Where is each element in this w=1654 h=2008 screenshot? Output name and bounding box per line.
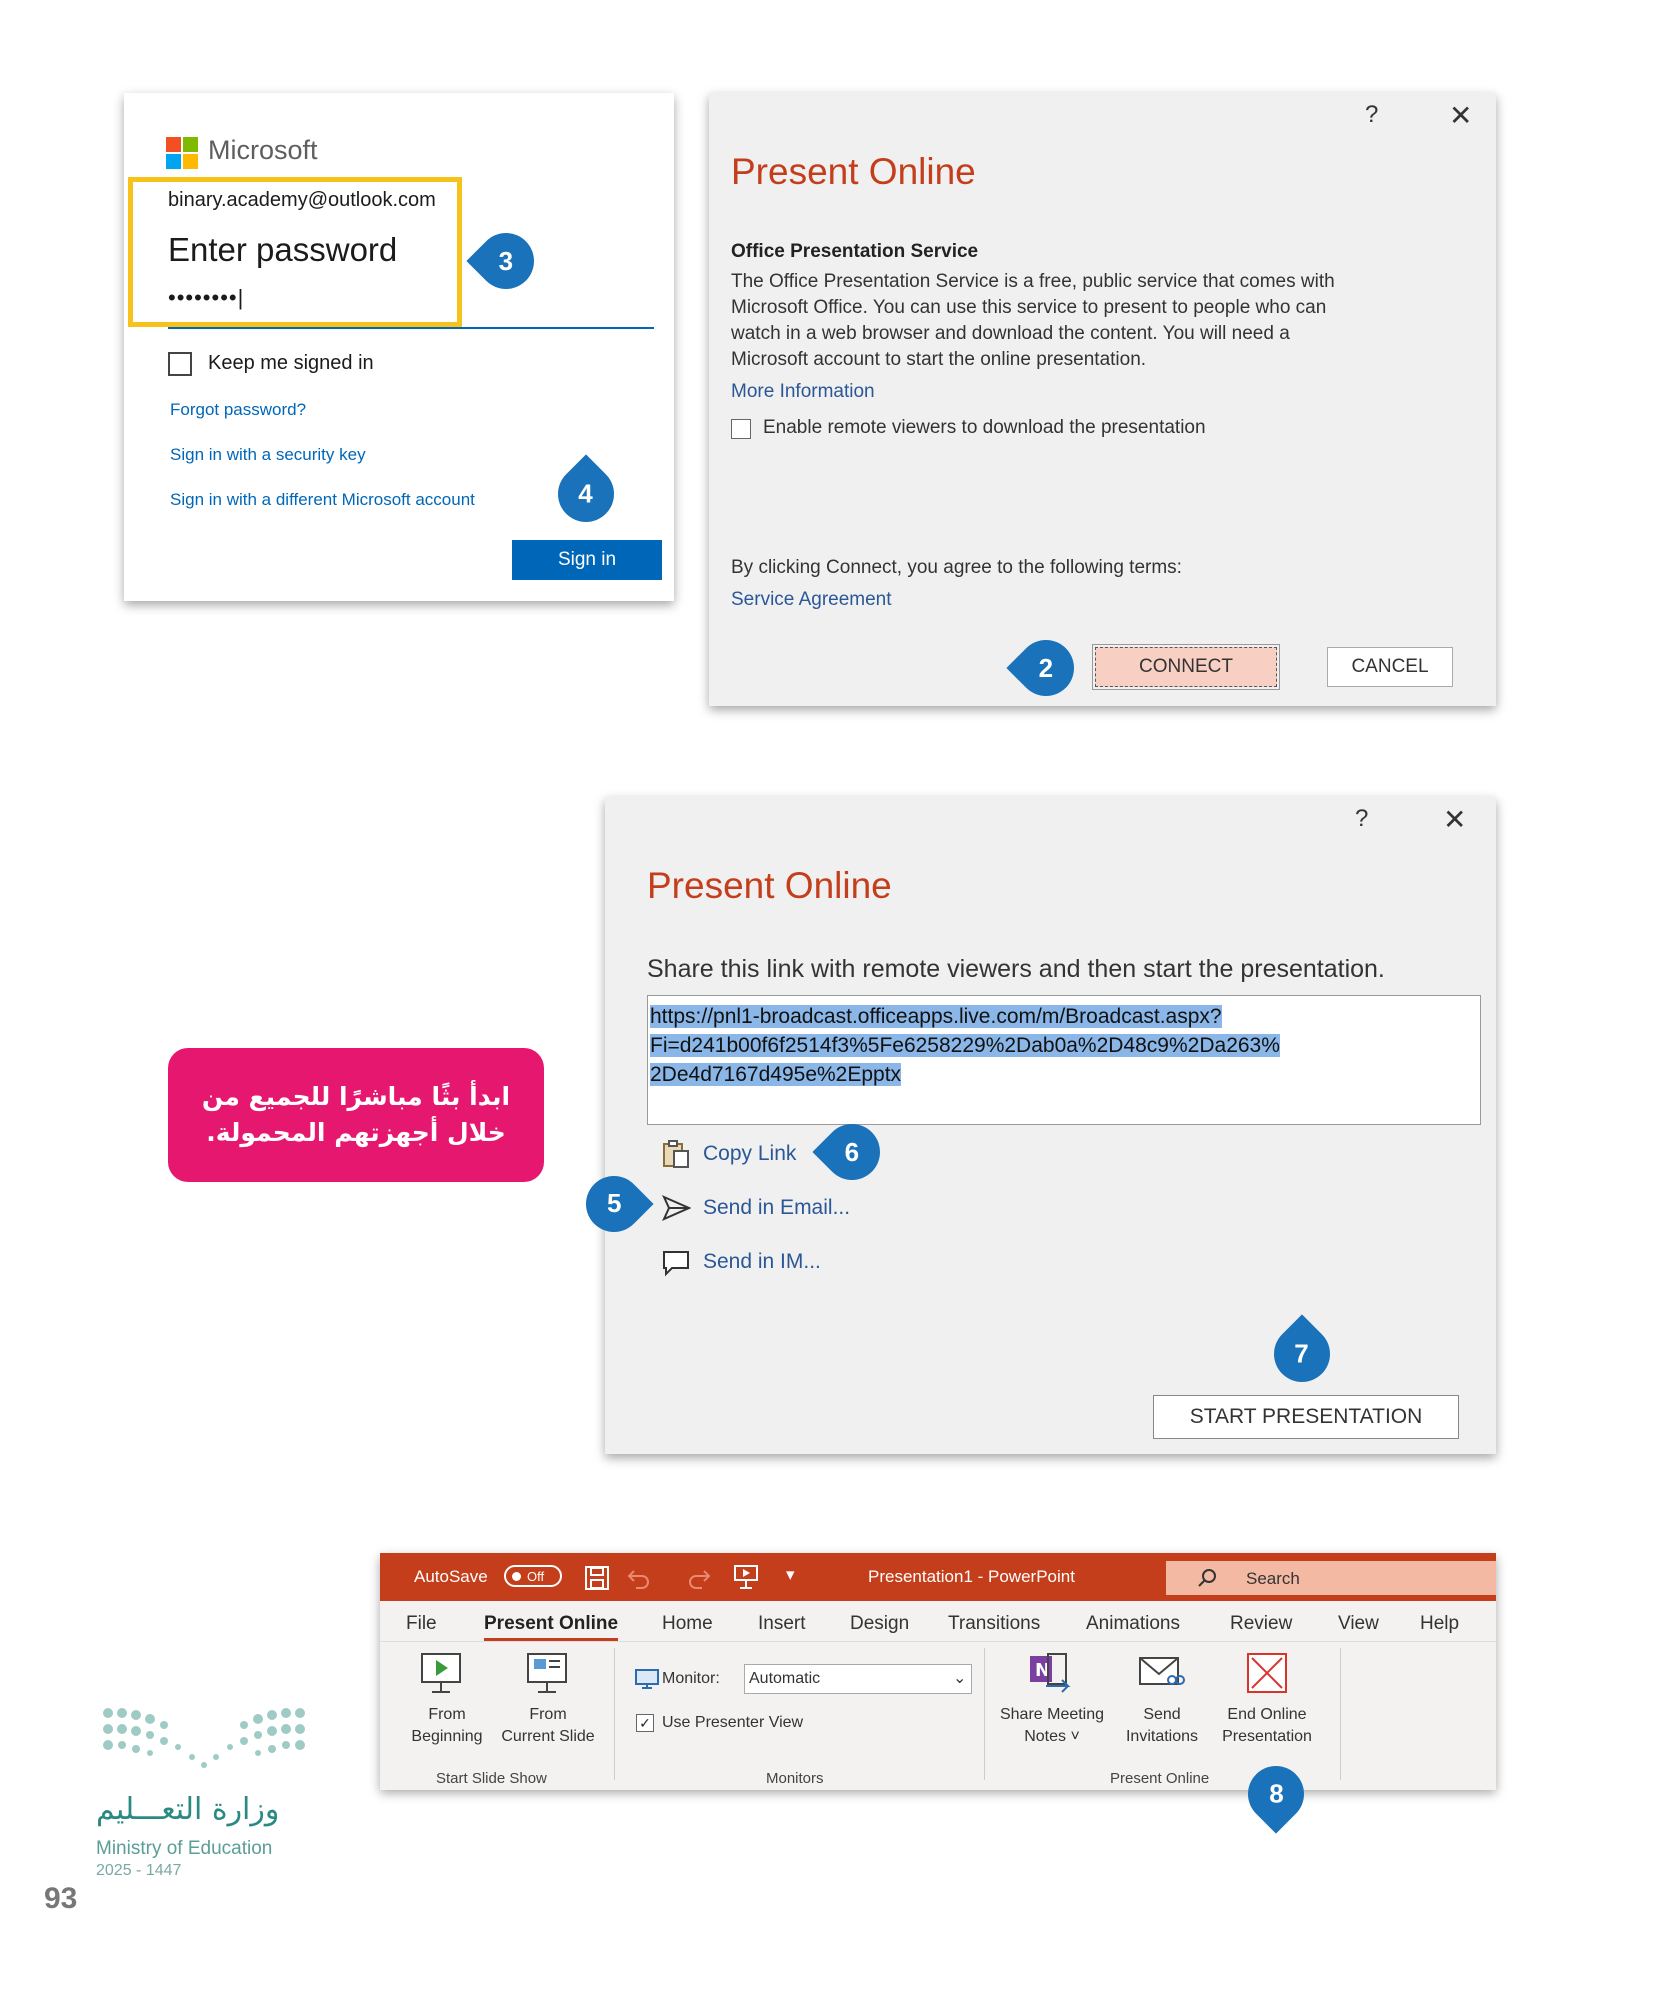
close-icon[interactable]: ✕ [1443,804,1467,835]
group-label: Monitors [766,1770,824,1787]
step-6-marker: 6 [812,1112,891,1191]
share-notes-line: Notes ˅ [1024,1728,1080,1745]
dialog-title: Present Online [731,151,976,192]
autosave-toggle[interactable]: Off [504,1565,562,1587]
tab-view[interactable]: View [1338,1613,1379,1634]
save-icon[interactable] [584,1565,610,1591]
brand-name: Microsoft [208,135,318,165]
group-divider [984,1648,985,1780]
send-im-action[interactable] [661,1247,821,1277]
document-title: Presentation1 - PowerPoint [868,1567,1075,1586]
undo-icon[interactable] [626,1565,652,1591]
security-key-link[interactable]: Sign in with a security key [170,445,366,464]
link-line: 2De4d7167d495e%2Epptx [650,1063,902,1086]
send-email-label: Send in Email... [703,1196,851,1219]
autosave-label: AutoSave [414,1567,488,1586]
svg-text:N: N [1035,1660,1051,1681]
search-icon [1196,1567,1218,1589]
end-online-line: End Online [1227,1706,1307,1723]
search-box[interactable] [1166,1561,1496,1595]
service-agreement-link[interactable]: Service Agreement [731,589,892,610]
slideshow-icon [418,1650,464,1696]
tab-design[interactable]: Design [850,1613,910,1634]
present-online-connect-dialog [709,93,1496,706]
enable-download-label: Enable remote viewers to download the presentation [763,417,1206,438]
ministry-name-english: Ministry of Education [96,1838,273,1859]
more-information-link[interactable]: More Information [731,381,875,402]
forgot-password-link[interactable]: Forgot password? [170,400,307,419]
step-2-marker: 2 [1006,628,1085,707]
share-instruction: Share this link with remote viewers and then start the presentation. [647,955,1385,983]
presenter-view-checkbox[interactable]: ✓ [636,1714,654,1732]
connect-button[interactable]: CONNECT [1095,647,1277,687]
from-beginning-line: From [428,1706,466,1723]
chat-icon [661,1247,691,1277]
end-online-line: Presentation [1222,1728,1312,1745]
sign-in-button[interactable]: Sign in [512,540,662,580]
copy-link-action[interactable] [661,1139,796,1169]
envelope-icon [1136,1650,1186,1696]
password-underline [168,327,654,329]
end-presentation-icon [1244,1650,1290,1696]
close-icon[interactable]: ✕ [1449,100,1473,131]
presenter-view-label: Use Presenter View [662,1714,804,1731]
service-description: The Office Presentation Service is a free, public service that comes with Microsoft Office. You can use this service to present to people who can watch in a web browser and download the content. You will need a Microsoft account to start the online presentation. [731,271,1335,370]
slideshow-current-icon [524,1650,570,1696]
link-line: Fi=d241b00f6f2514f3%5Fe6258229%2Dab0a%2D48c9%2Da263% [650,1034,1280,1057]
group-label: Start Slide Show [436,1770,547,1787]
monitor-icon [634,1668,660,1690]
ministry-logo-icon [100,1705,310,1775]
microsoft-logo-icon [166,137,198,169]
group-divider [614,1648,615,1780]
clipboard-icon [661,1139,691,1169]
present-online-share-dialog [605,797,1496,1454]
onenote-icon [1026,1650,1074,1696]
microsoft-signin-card [124,93,674,601]
dialog-title: Present Online [647,865,892,906]
search-placeholder: Search [1246,1569,1300,1588]
help-icon[interactable]: ? [1365,101,1379,128]
link-line: https://pnl1-broadcast.officeapps.live.com/m/Broadcast.aspx? [650,1005,1222,1028]
send-icon [661,1193,691,1223]
tab-present-online[interactable]: Present Online [484,1613,619,1634]
ministry-name-arabic: وزارة التعـــليم [96,1792,280,1827]
password-field[interactable]: ••••••••| [168,285,245,310]
service-subtitle: Office Presentation Service [731,241,979,262]
customize-dropdown-icon[interactable]: ▾ [786,1565,795,1584]
chevron-down-icon: ⌄ [953,1670,967,1687]
tab-review[interactable]: Review [1230,1613,1293,1634]
send-im-label: Send in IM... [703,1250,821,1273]
tab-insert[interactable]: Insert [758,1613,806,1634]
send-invitations-line: Invitations [1125,1728,1199,1745]
monitor-label: Monitor: [662,1670,720,1687]
step-5-marker: 5 [574,1164,653,1243]
step-4-marker: 4 [546,454,625,533]
send-email-action[interactable] [661,1193,850,1223]
terms-text: By clicking Connect, you agree to the following terms: [731,557,1182,578]
account-email: binary.academy@outlook.com [168,189,436,211]
enable-download-checkbox[interactable] [731,419,751,439]
copy-link-label: Copy Link [703,1142,797,1165]
broadcast-link-field[interactable] [647,995,1481,1125]
step-3-marker: 3 [466,221,545,300]
powerpoint-ribbon [380,1553,1496,1789]
ribbon-tabs [380,1601,1496,1641]
note-line: خلال أجهزتهم المحمولة. [206,1118,506,1147]
help-icon[interactable]: ? [1355,805,1369,832]
present-icon[interactable] [732,1563,760,1591]
step-7-marker: 7 [1262,1314,1341,1393]
tab-file[interactable]: File [406,1613,437,1634]
academic-year: 2025 - 1447 [96,1862,182,1879]
cancel-button[interactable]: CANCEL [1327,647,1453,687]
monitor-value: Automatic [749,1670,821,1687]
page-number: 93 [44,1882,78,1915]
tab-transitions[interactable]: Transitions [948,1613,1041,1634]
tab-home[interactable]: Home [662,1613,713,1634]
group-divider [1340,1648,1341,1780]
ribbon-body [380,1641,1496,1790]
different-account-link[interactable]: Sign in with a different Microsoft account [170,490,475,509]
share-notes-line: Share Meeting [999,1706,1105,1723]
step-8-marker: 8 [1236,1754,1315,1833]
monitor-select[interactable] [744,1664,972,1694]
tab-animations[interactable]: Animations [1086,1613,1180,1634]
from-beginning-line: Beginning [411,1728,483,1745]
title-bar [380,1553,1496,1601]
arabic-note [168,1048,544,1182]
from-current-line: From [529,1706,567,1723]
enter-password-heading: Enter password [168,231,398,268]
from-current-line: Current Slide [501,1728,595,1745]
note-line: ابدأ بثًا مباشرًا للجميع من [201,1082,511,1111]
redo-icon[interactable] [686,1565,712,1591]
keep-signed-in-label: Keep me signed in [208,352,374,374]
start-presentation-button[interactable]: START PRESENTATION [1153,1395,1459,1439]
keep-signed-in-checkbox[interactable] [168,352,192,376]
send-invitations-line: Send [1143,1706,1181,1723]
tab-help[interactable]: Help [1420,1613,1460,1634]
group-label: Present Online [1110,1770,1210,1787]
